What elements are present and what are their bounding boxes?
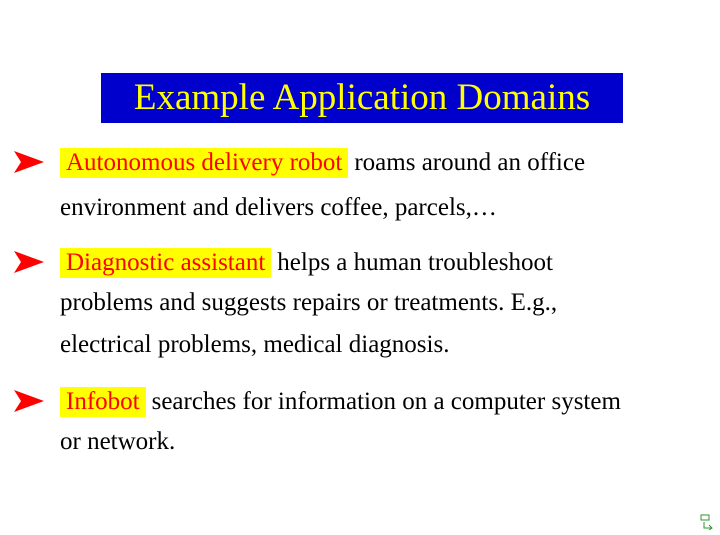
- item-3-first-line: [60, 386, 621, 418]
- item-3-continuation: or network.: [60, 428, 176, 455]
- item-1-highlight: Autonomous delivery robot: [60, 148, 348, 178]
- slide-title: Example Application Domains: [101, 73, 623, 123]
- item-1-continuation: environment and delivers coffee, parcels,…: [60, 194, 497, 221]
- item-3-text: searches for information on a computer system: [151, 388, 621, 415]
- item-2-first-line: [60, 247, 553, 279]
- item-1-text: roams around an office: [354, 149, 586, 176]
- arrowhead-bullet-icon: [14, 151, 44, 173]
- slide-navigation-icon[interactable]: [700, 514, 714, 530]
- item-3-highlight: Infobot: [60, 387, 146, 417]
- item-2-highlight: Diagnostic assistant: [60, 248, 271, 278]
- arrowhead-bullet-icon: [14, 390, 44, 412]
- item-2-continuation-2: electrical problems, medical diagnosis.: [60, 331, 450, 358]
- arrowhead-bullet-icon: [14, 251, 44, 273]
- item-2-text: helps a human troubleshoot: [277, 249, 553, 276]
- item-2-continuation-1: problems and suggests repairs or treatments. E.g.,: [60, 289, 558, 316]
- item-1-first-line: [60, 147, 585, 179]
